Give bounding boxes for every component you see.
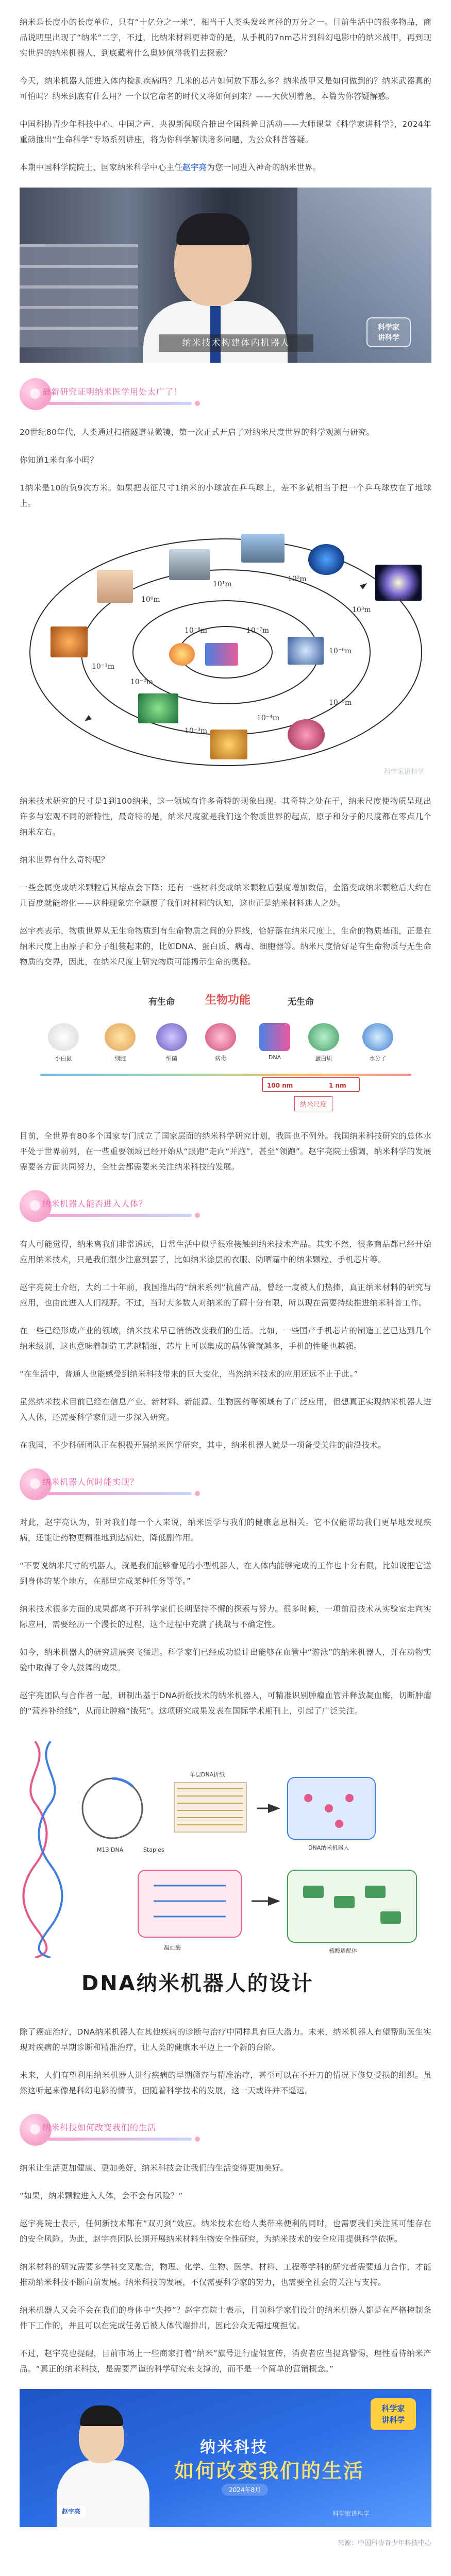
paragraph-h3: 赵宇亮院士表示，任何新技术都有“双刃剑”效应。纳米技术在给人类带来便利的同时，也需要我们关注其可能存在的安全风险。为此，赵宇亮团队长期开展纳米材料生物安全性研究，为纳米技术的安全应用提供科学依据。 (20, 2219, 431, 2244)
paragraph-h5: 纳米机器人又会不会在我们的身体中“失控”？赵宇亮院士表示，目前科学家们设计的纳米机器人都是在严格控制条件下工作的，并且可以在完成任务后被人体代谢排出，因此公众无需过度担忧。 (20, 2306, 431, 2330)
scale-label-5: 10⁻¹m (92, 663, 115, 671)
paragraph-h2: “如果，纳米颗粒进入人体，会不会有风险？” (20, 2191, 183, 2200)
thumb-city (241, 534, 285, 563)
article-source: 来源：中国科协青少年科技中心 (337, 2539, 431, 2547)
thumb-atom (169, 643, 195, 666)
paragraph-d4: “在生活中，普通人也能感受到纳米科技带来的巨大变化，当然纳米技术的应用还远不止于此。” (20, 1369, 358, 1379)
paragraph-d6: 在我国，不少科研团队正在积极开展纳米医学研究，其中，纳米机器人就是一项备受关注的前沿技术。 (20, 1440, 387, 1450)
poster-title-line-2: 如何改变我们的生活 (174, 2460, 365, 2482)
section-dot (195, 2137, 200, 2142)
section-title-1: 最新研究证明纳米医学用处太广了！ (42, 387, 183, 397)
scale-label-6: 10⁻²m (130, 678, 154, 686)
intro-text-before: 本期中国科学院院士、国家纳米科学中心主任 (20, 163, 183, 172)
poster-speaker-hair (80, 2405, 123, 2426)
paragraph-f1: 纳米技术很多方面的成果都离不开科学家们长期坚持不懈的探索与努力。很多时候，一项前沿技术从实验室走向实际应用，需要经历一个漫长的过程，这个过程中充满了挑战与不确定性。 (20, 1604, 431, 1629)
scale-label-1: 10⁰m (141, 596, 160, 604)
section-title-3: 纳米机器人何时能实现？ (42, 1477, 139, 1487)
paragraph-g2: 未来，人们有望利用纳米机器人进行疾病的早期筛查与精准治疗，甚至可以在不开刀的情况下修复受损的组织。虽然这听起来像是科幻电影的情节，但随着科学技术的发展，这一天或许并不遥远。 (20, 2071, 431, 2095)
scale-label-2: 10¹m (213, 580, 232, 588)
paragraph-b2: 纳米世界有什么奇特呢？ (20, 855, 109, 865)
paragraph-f3: 赵宇亮团队与合作者一起，研制出基于DNA折纸技术的纳米机器人，可精准识别肿瘤血管并释放凝血酶，切断肿瘤的“营养补给线”，从而让肿瘤“饿死”。这项研究成果发表在国际学术期刊上，引起了广泛关注。 (20, 1691, 431, 1716)
paragraph-b1: 纳米技术研究的尺寸是1到100纳米，这一领域有许多奇特的现象出现。其奇特之处在于，纳米尺度使物质呈现出许多与宏观不同的新特性，最奇特的是，纳米尺度就是我们这个物质世界的起点，原子和分子的尺度都在零点几个纳米左右。 (20, 796, 431, 837)
poster-date-pill: 2024年8月 (222, 2484, 268, 2496)
thumb-virus (288, 719, 325, 750)
thumb-molecule (288, 637, 324, 665)
paragraph-a2: 你知道1米有多小吗？ (20, 455, 98, 465)
dna-label-aptamer: 核酸适配体 (329, 1947, 357, 1954)
scale-label-3: 10²m (288, 575, 307, 583)
paragraph-h1: 纳米让生活更加健康、更加美好，纳米科技会让我们的生活变得更加美好。 (20, 2163, 289, 2173)
speaker-hair (176, 213, 249, 245)
intro-paragraph-3: 中国科协青少年科技中心、中国之声、央视新闻联合推出全国科普日活动——大师课堂《科学家讲科学》，2024年重磅推出“生命科学”专场系列讲座，将为你科学解读诸多问题，为公众科普答疑。 (20, 120, 431, 144)
thumb-building (169, 549, 210, 580)
life-item-protein: 蛋白质 (300, 1023, 347, 1062)
section-underline (42, 1492, 192, 1495)
program-logo (366, 317, 411, 347)
scale-watermark: 科学家讲科学 (383, 768, 424, 776)
nano-scale-tag: 纳米尺度 (294, 1096, 332, 1111)
life-item-bacteria: 细菌 (148, 1023, 195, 1062)
video-subtitle: 纳米技术构建体内机器人 (159, 334, 313, 352)
dna-label-thrombin: 凝血酶 (164, 1944, 181, 1951)
scale-label-8: 10⁻⁴m (257, 714, 280, 722)
life-item-cell: 细胞 (97, 1023, 143, 1062)
thumb-dna (205, 643, 238, 666)
poster-program-badge (371, 2398, 416, 2430)
paragraph-h6: 不过，赵宇亮也提醒，目前市场上一些商家打着“纳米”旗号进行虚假宣传，消费者应当提高警惕，理性看待纳米产品。“真正的纳米科技，是需要严谨的科学研究来支撑的，而不是一个简单的营销概念。” (20, 2349, 431, 2374)
article-page (0, 14, 451, 2555)
section-title-2: 纳米机器人能否进入人体？ (42, 1199, 148, 1209)
section-heading-2 (20, 1187, 431, 1227)
paragraph-b3: 一些金属变成纳米颗粒后其熔点会下降；还有一些材料变成纳米颗粒后强度增加数倍，金箔变成纳米颗粒后大约在几百度就能熔化——这种现象完全颠覆了我们对材料的认知，这也正是纳米材料迷人之处。 (20, 883, 431, 908)
poster-speaker-name: 赵宇亮 (57, 2505, 86, 2517)
dna-label-m13: M13 DNA (97, 1846, 124, 1853)
life-scale-axis (40, 1074, 411, 1076)
paragraph-a3: 1纳米是10的负9次方米。如果把表征尺寸1纳米的小球放在乒乓球上，差不多就相当于把一个乒乓球放在了地球上。 (20, 483, 431, 508)
section-underline (42, 1214, 192, 1217)
intro-paragraph-2: 今天，纳米机器人能进入体内检测疾病吗？几米的芯片如何放下那么多？纳米战甲又是如何做到的？纳米武器真的可怕吗？纳米到底有什么用？一个以它命名的时代又将如何到来？——大伙别着急，本篇为你答疑解惑。 (20, 76, 431, 101)
paragraph-d5: 虽然纳米技术目前已经在信息产业、新材料、新能源、生物医药等领域有了广泛应用，但想真正实现纳米机器人进入人体，还需要科学家们进一步深入研究。 (20, 1397, 431, 1422)
dna-robot-figure (20, 1731, 431, 2012)
life-item-dna: DNA (252, 1023, 298, 1061)
scale-label-11: 10⁻⁷m (246, 626, 270, 635)
thumb-person (97, 570, 133, 603)
intro-text-after: 为您一同进入神奇的纳米世界。 (207, 163, 321, 172)
life-head-left: 有生命 (148, 997, 175, 1007)
thumb-galaxy (375, 565, 422, 601)
hero-video-still[interactable] (20, 188, 431, 363)
paragraph-g1: 除了癌症治疗，DNA纳米机器人在其他疾病的诊断与治疗中同样具有巨大潜力。未来，纳米机器人有望帮助医生实现对疾病的早期诊断和精准治疗，让人类的健康水平迈上一个新的台阶。 (20, 2027, 431, 2052)
section-dot (195, 1491, 200, 1496)
life-head-mid: 生物功能 (205, 994, 251, 1007)
section-title-4: 纳米科技如何改变我们的生活 (42, 2123, 157, 2132)
section-heading-4 (20, 2111, 431, 2151)
dna-figure-title: DNA纳米机器人的设计 (81, 1972, 314, 1995)
poster-title-line-1: 纳米科技 (200, 2438, 268, 2456)
logo-line-2: 讲科学 (378, 334, 399, 342)
paragraph-a1: 20世纪80年代，人类通过扫描隧道显微镜，第一次正式开启了对纳米尺度世界的科学观测与研究。 (20, 428, 375, 437)
section-underline (42, 402, 192, 405)
paragraph-e2: “不要说纳米尺寸的机器人，就是我们能够看见的小型机器人，在人体内能够完成的工作也十分有限，比如说把它送到身体的某个地方，在那里完成某种任务等等。” (20, 1561, 431, 1586)
section-dot (195, 1213, 200, 1218)
paragraph-d3: 在一些已经形成产业的领域，纳米技术早已悄悄改变我们的生活。比如，一些国产手机芯片的制造工艺已达到几个纳米级别，这也意味着制造工艺越精细，芯片上可以集成的晶体管就越多，手机的性能也越强。 (20, 1326, 431, 1351)
intro-paragraph-4 (20, 160, 431, 175)
thumb-cell (138, 693, 178, 723)
life-item-water: 水分子 (355, 1023, 401, 1062)
paragraph-e1: 对此，赵宇亮认为，针对我们每一个人来说，纳米医学与我们的健康息息相关。它不仅能帮助我们更早地发现疾病，还能让药物更精准地到达病灶，降低副作用。 (20, 1518, 431, 1543)
scale-label-9: 10⁻⁵m (329, 699, 352, 707)
paragraph-c1: 目前，全世界有80多个国家专门成立了国家层面的纳米科学研究计划，我国也不例外。我国纳米科技研究的总体水平处于世界前列，在一些重要领域已经开始从“跟跑”走向“并跑”，甚至“领跑”。赵宇亮院士强调，纳米科学的发展需要各方面共同努力，全社会都需要来关注纳米科技的发展。 (20, 1131, 431, 1172)
scale-label-10: 10⁻⁶m (329, 647, 352, 655)
dna-schematic (20, 1731, 431, 1958)
dna-label-robot: DNA纳米机器人 (308, 1844, 349, 1851)
life-item-mouse: 小白鼠 (40, 1023, 87, 1062)
thumb-butterfly (51, 626, 88, 657)
logo-line-1: 科学家 (378, 324, 399, 332)
section-underline (42, 2138, 192, 2141)
window-background (297, 188, 431, 363)
poster-badge-line-1: 科学家 (381, 2404, 405, 2413)
poster-watermark: 科学家讲科学 (332, 2510, 370, 2517)
dna-label-origami: 单层DNA折纸 (190, 1771, 225, 1778)
thumb-bacteria (210, 730, 247, 759)
section-dot (195, 401, 200, 406)
scientist-name-link[interactable]: 赵宇亮 (182, 163, 207, 172)
paragraph-d1: 有人可能觉得，纳米离我们非常遥远，日常生活中似乎很难接触到纳米技术产品。其实不然，很多商品都已经开始应用纳米技术，只是我们很少注意到罢了，比如纳米涂层的衣服、防晒霜中的纳米颗粒、手机芯片等。 (20, 1240, 431, 1264)
tick-label-1nm: 1 nm (329, 1082, 346, 1089)
scale-label-12: 10⁻⁸m (185, 626, 208, 635)
life-head-right: 无生命 (288, 997, 314, 1007)
section-heading-3 (20, 1465, 431, 1505)
scale-diagram (20, 523, 431, 781)
section-heading-1 (20, 375, 431, 415)
poster-badge-line-2: 讲科学 (381, 2415, 405, 2425)
paragraph-b4: 赵宇亮表示，物质世界从无生命物质到有生命物质之间的分界线，恰好落在纳米尺度上，生命的物质基础，正是在纳米尺度上由原子和分子组装起来的，比如DNA、蛋白质、病毒、细胞器等。纳米尺度恰好是有生命物质与无生命物质的交界，因此，在纳米尺度上研究物质可能揭示生命的奥秘。 (20, 926, 431, 967)
paragraph-h4: 纳米材料的研究需要多学科交叉融合，物理、化学、生物、医学、材料、工程等学科的研究者需要通力合作，才能推动纳米科技不断向前发展。纳米科技的发展，不仅需要科学家的努力，也需要全社会的关注与支持。 (20, 2262, 431, 2287)
life-item-virus: 病毒 (197, 1023, 244, 1062)
paragraph-f2: 如今，纳米机器人的研究进展突飞猛进。科学家们已经成功设计出能够在血管中“游泳”的纳米机器人，并在动物实验中取得了令人鼓舞的成果。 (20, 1648, 431, 1672)
life-scale-figure (20, 982, 431, 1116)
intro-paragraph-1: 纳米是长度小的长度单位，只有“十亿分之一米”，相当于人类头发丝直径的万分之一。目前生活中的很多物品，商品说明里出现了“纳米”二字，不过，比纳米材料更神奇的是，从手机的7nm芯片到科幻电影中的纳米战甲，再到现实世界的纳米机器人，到底藏着什么奥妙值得我们去探索？ (20, 18, 431, 58)
tick-label-100nm: 100 nm (267, 1082, 293, 1089)
dna-label-staples: Staples (143, 1846, 164, 1853)
scale-label-7: 10⁻³m (185, 727, 208, 735)
lecture-poster[interactable] (20, 2389, 431, 2527)
bookshelf-background (20, 244, 138, 347)
thumb-earth (308, 544, 344, 575)
paragraph-d2: 赵宇亮院士介绍，大约二十年前，我国推出的“纳米系列”抗菌产品，曾经一度被人们热捧，真正纳米材料的研究与应用，也由此进入人们视野。不过，当时大多数人对纳米的了解十分有限，所以现在需要持续推进纳米科普工作。 (20, 1283, 431, 1308)
scale-label-4: 10³m (352, 606, 371, 614)
